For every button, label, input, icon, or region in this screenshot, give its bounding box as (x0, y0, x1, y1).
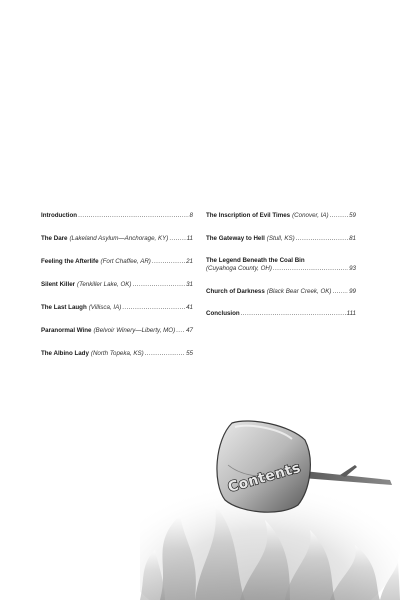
toc-entry-title: Church of Darkness (206, 288, 265, 295)
toc-entry-page: 11 (186, 235, 193, 242)
toc-entry-title: The Albino Lady (41, 350, 89, 357)
leader-dots (78, 212, 188, 220)
toc-entry-location: (Stull, KS) (266, 235, 295, 242)
toc-entry-location: (Black Bear Creek, OK) (266, 288, 332, 295)
toc-entry-page: 41 (186, 304, 193, 311)
leader-dots (152, 258, 185, 266)
toc-entry-gateway-to-hell[interactable] (206, 235, 356, 243)
toc-entry-page: 21 (186, 258, 193, 265)
leader-dots (273, 265, 348, 273)
toc-entry-inscription-of-evil-times[interactable] (206, 212, 356, 220)
toc-entry-page: 47 (186, 327, 193, 334)
toc-entry-legend-beneath-coal-bin[interactable] (206, 257, 356, 273)
toc-entry-title: Conclusion (206, 310, 240, 317)
toc-entry-location: (Fort Chaffee, AR) (100, 258, 151, 265)
toc-entry-the-dare[interactable] (41, 235, 193, 243)
toc-entry-page: 111 (346, 310, 356, 317)
toc-entry-title: The Legend Beneath the Coal Bin (206, 257, 305, 264)
toc-entry-title: Introduction (41, 212, 78, 219)
leader-dots (296, 235, 348, 243)
toc-entry-the-last-laugh[interactable] (41, 304, 193, 312)
leader-dots (332, 288, 348, 296)
toc-entry-location: (Villisca, IA) (88, 304, 122, 311)
toc-entry-location: (Conover, IA) (292, 212, 329, 219)
contents-label: Contents (226, 459, 303, 496)
toc-entry-the-albino-lady[interactable] (41, 350, 193, 358)
toc-entry-location: (Lakeland Asylum—Anchorage, KY) (69, 235, 169, 242)
toc-entry-title: The Dare (41, 235, 68, 242)
marshmallow-fire-illustration (140, 395, 400, 600)
toc-entry-paranormal-wine[interactable] (41, 327, 193, 335)
toc-entry-location: (Tenkiller Lake, OK) (77, 281, 132, 288)
toc-entry-page: 99 (349, 288, 356, 295)
toc-entry-title: Paranormal Wine (41, 327, 92, 334)
toc-entry-location: (North Topeka, KS) (90, 350, 144, 357)
toc-entry-conclusion[interactable] (206, 310, 356, 318)
toc-entry-silent-killer[interactable] (41, 281, 193, 289)
leader-dots (330, 212, 349, 220)
toc-entry-title: Silent Killer (41, 281, 76, 288)
toc-entry-title: The Inscription of Evil Times (206, 212, 291, 219)
toc-entry-introduction[interactable] (41, 212, 193, 220)
toc-entry-title: The Last Laugh (41, 304, 87, 311)
toc-entry-page: 59 (349, 212, 356, 219)
leader-dots (133, 281, 186, 289)
leader-dots (145, 350, 185, 358)
toc-entry-church-of-darkness[interactable] (206, 288, 356, 296)
toc-entry-location: (Cuyahoga County, OH) (206, 265, 272, 272)
leader-dots (241, 310, 346, 318)
toc-entry-feeling-the-afterlife[interactable] (41, 258, 193, 266)
toc-entry-location: (Belvoir Winery—Liberty, MO) (93, 327, 176, 334)
toc-entry-page: 31 (186, 281, 193, 288)
toc-entry-page: 8 (189, 212, 193, 219)
toc-entry-page: 55 (186, 350, 193, 357)
toc-entry-page: 93 (349, 265, 356, 272)
toc-entry-title: The Gateway to Hell (206, 235, 265, 242)
toc-entry-title: Feeling the Afterlife (41, 258, 99, 265)
leader-dots (122, 304, 185, 312)
toc-entry-page: 81 (349, 235, 356, 242)
leader-dots (169, 235, 185, 243)
leader-dots (176, 327, 185, 335)
